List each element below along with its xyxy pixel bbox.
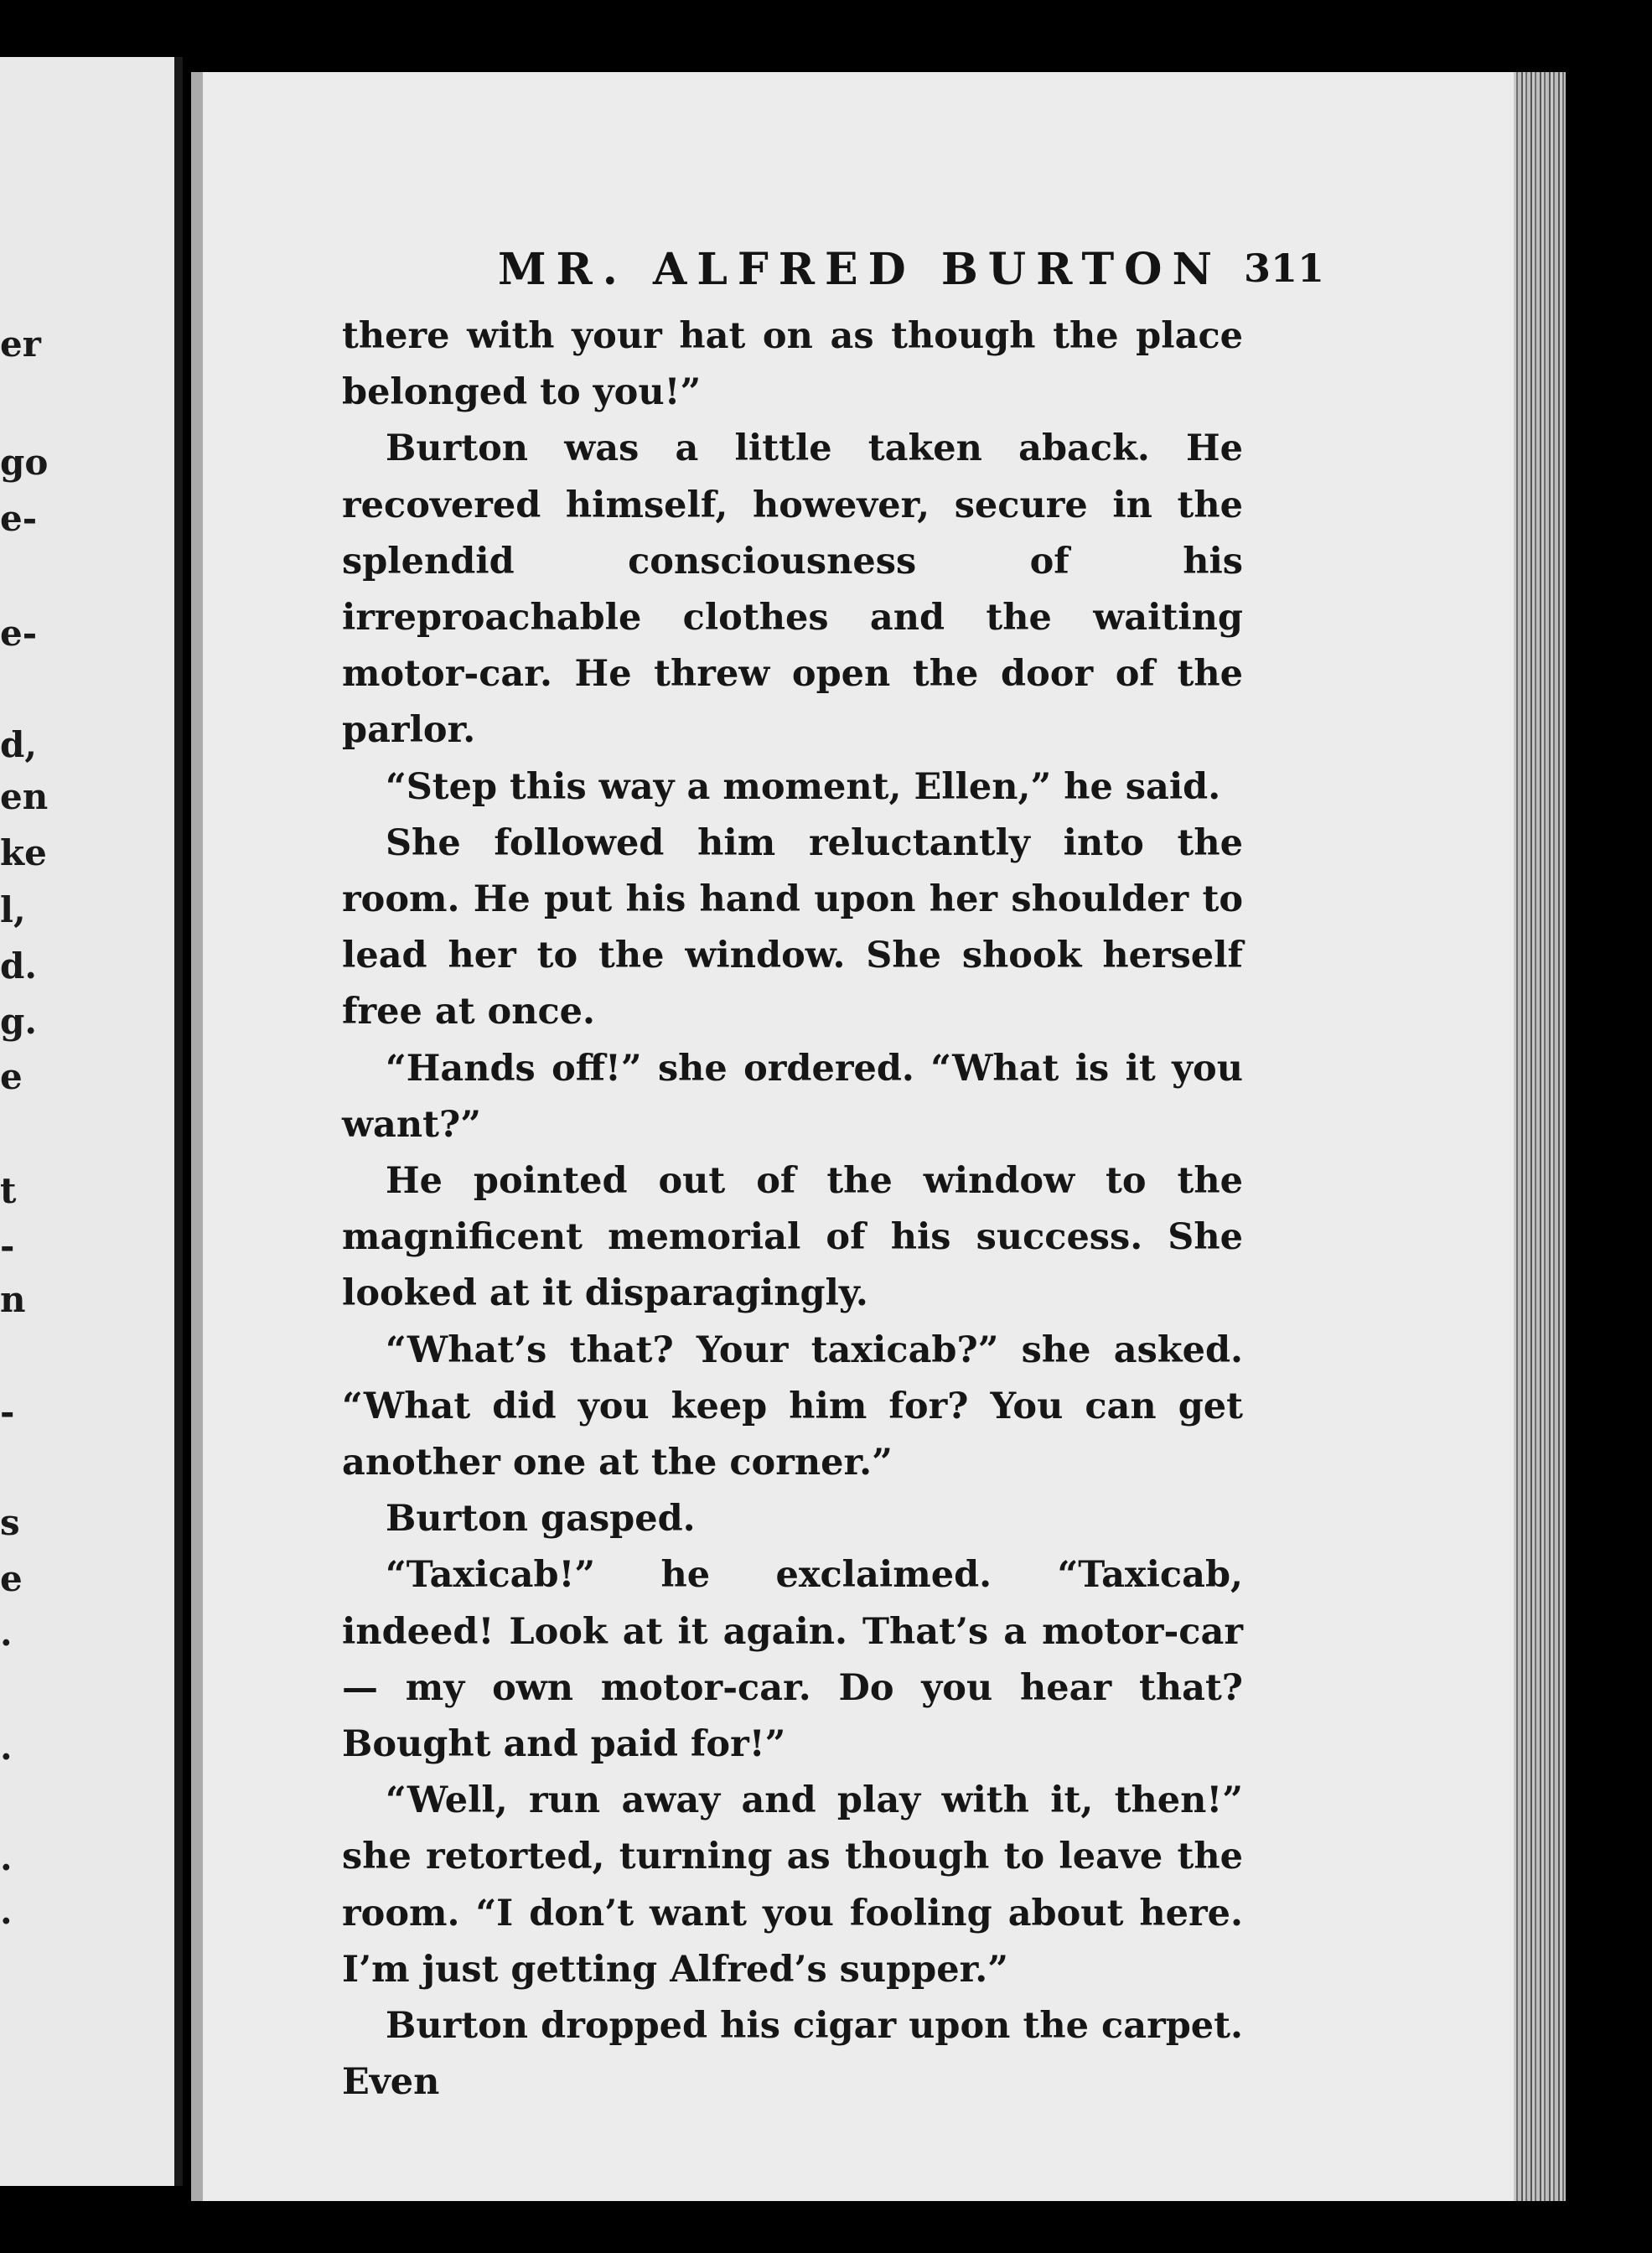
prev-page-fragment: t [0, 1170, 17, 1211]
prev-page-fragment: s [0, 1502, 20, 1543]
paragraph: “Taxicab!” he exclaimed. “Taxicab, indeed! Look at it again. That’s a motor-car — my own motor-car. Do you hear that? Bought and paid for!” [342, 1554, 1243, 1766]
prev-page-fragment: . [0, 1837, 13, 1878]
prev-page-fragment: l, [0, 889, 26, 930]
prev-page-fragment: e- [0, 613, 38, 654]
prev-page-fragment: - [0, 1225, 15, 1266]
prev-page-fragment: d. [0, 945, 37, 987]
prev-page-fragment: e- [0, 498, 38, 539]
paragraph: “Hands off!” she ordered. “What is it you want?” [342, 1047, 1243, 1146]
paragraph: “Step this way a moment, Ellen,” he said. [386, 765, 1221, 808]
book-page [191, 72, 1566, 2201]
prev-page-fragment: . [0, 1727, 13, 1768]
paragraph: Burton was a little taken aback. He recovered himself, however, secure in the splendid consciousness of his irreproachable clothes and the waiting motor-car. He threw open the door of the parlor. [342, 427, 1243, 752]
paragraph: “What’s that? Your taxicab?” she asked. “What did you keep him for? You can get another one at the corner.” [342, 1328, 1243, 1484]
page-number: 311 [1244, 246, 1325, 291]
prev-page-fragment: - [0, 1391, 15, 1432]
prev-page-fragment: g. [0, 1001, 37, 1042]
paragraph: Burton gasped. [386, 1498, 696, 1541]
paragraph: Burton dropped his cigar upon the carpet. Even [342, 2005, 1243, 2104]
prev-page-fragment: d, [0, 724, 37, 765]
prev-page-fragment: er [0, 324, 41, 365]
prev-page-fragment: e [0, 1558, 23, 1599]
paragraph: “Well, run away and play with it, then!” she retorted, turning as though to leave the room. “I don’t want you fooling about here. I’m just getting Alfred’s supper.” [342, 1779, 1243, 1991]
prev-page-fragment: n [0, 1279, 26, 1320]
page-gutter-shadow [191, 72, 203, 2201]
page-fore-edge [1514, 72, 1566, 2201]
prev-page-fragment: e [0, 1056, 23, 1097]
prev-page-fragment: en [0, 776, 49, 817]
body-text [342, 308, 1243, 2111]
prev-page-fragment: go [0, 442, 49, 483]
scan-background [1566, 0, 1652, 2253]
prev-page-fragment: ke [0, 832, 47, 873]
paragraph: He pointed out of the window to the magnificent memorial of his success. She looked at it disparagingly. [342, 1160, 1243, 1315]
prev-page-fragment: . [0, 1891, 13, 1932]
prev-page-fragment: . [0, 1613, 13, 1654]
previous-page [0, 57, 183, 2186]
page-gutter-edge [174, 57, 183, 2186]
running-header [498, 244, 1325, 303]
running-title: MR. ALFRED BURTON [498, 244, 1222, 295]
paragraph: there with your hat on as though the place belonged to you!” [342, 315, 1243, 414]
paragraph: She followed him reluctantly into the room. He put his hand upon her shoulder to lead her to the window. She shook herself free at once. [342, 821, 1243, 1033]
